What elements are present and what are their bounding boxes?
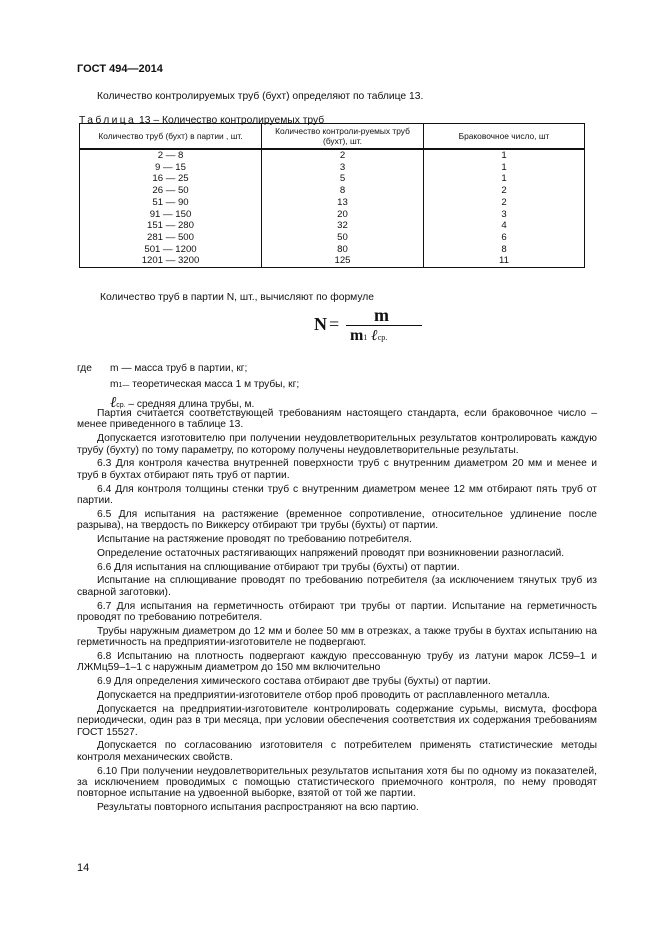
table-cell: 26 — 50	[80, 185, 262, 197]
table-cell: 8	[262, 185, 424, 197]
column-header: Количество труб (бухт) в партии , шт.	[80, 124, 262, 150]
paragraph: 6.6 Для испытания на сплющивание отбирают три трубы (бухты) от партии.	[97, 561, 460, 573]
table-cell: 1	[424, 162, 585, 174]
table-body	[80, 149, 585, 268]
table-13	[79, 123, 585, 268]
where-item-ell: ℓ	[110, 395, 117, 411]
table-cell: 4	[424, 220, 585, 232]
table-cell: 2	[424, 185, 585, 197]
where-item-ell-sub: ср.	[116, 402, 126, 409]
paragraph: Испытание на сплющивание проводят по требованию потребителя (за исключением тянутых труб из сварной заготовки).	[77, 575, 597, 598]
column-header: Браковочное число, шт	[424, 124, 585, 150]
table-cell: 281 — 500	[80, 232, 262, 244]
table-row	[80, 255, 585, 267]
table-row	[80, 162, 585, 174]
where-item-mass: m — масса труб в партии, кг;	[110, 363, 248, 374]
table-cell: 1201 — 3200	[80, 255, 262, 267]
paragraph: Допускается изготовителю при получении неудовлетворительных результатов контролировать каждую трубу (бухту) по тому параметру, по которому получены неудовлетворительные результаты.	[77, 433, 597, 456]
table-cell: 50	[262, 232, 424, 244]
where-item-ell-text: – средняя длина трубы, м.	[125, 399, 255, 410]
document-header: ГОСТ 494—2014	[77, 63, 163, 75]
table-cell: 16 — 25	[80, 173, 262, 185]
where-item-theoretical-mass	[110, 379, 299, 390]
column-header: Количество контроли-руемых труб (бухт), шт.	[262, 124, 424, 150]
table-caption-lead: Таблица	[79, 115, 137, 126]
table-caption-rest: 13 – Количество контролируемых труб	[136, 115, 325, 126]
paragraph: 6.9 Для определения химического состава отбирают две трубы (бухты) от партии.	[97, 676, 491, 688]
table-row	[80, 173, 585, 185]
table-header-row	[80, 124, 585, 150]
paragraph: 6.7 Для испытания на герметичность отбирают три трубы от партии. Испытание на герметичность проводят по требованию потребителя.	[77, 600, 597, 624]
paragraph: Допускается по согласованию изготовителя с потребителем применять статистические методы контроля механических свойств.	[77, 740, 597, 763]
table-row	[80, 185, 585, 197]
formula	[314, 306, 424, 346]
page-number: 14	[77, 862, 90, 874]
table-row	[80, 149, 585, 162]
table-cell: 91 — 150	[80, 209, 262, 221]
where-label: где	[77, 363, 92, 374]
denominator-sub2: ср.	[377, 333, 388, 342]
table-cell: 5	[262, 173, 424, 185]
intro-text: Количество контролируемых труб (бухт) определяют по таблице 13.	[97, 91, 424, 102]
table-row	[80, 232, 585, 244]
paragraph: Испытание на растяжение проводят по требованию потребителя.	[97, 534, 412, 546]
denominator-sub1: 1	[363, 333, 368, 342]
paragraph: 6.5 Для испытания на растяжение (временное сопротивление, относительное удлинение после разрыва), на твердость по Виккерсу отбирают три трубы (бухты) от партии.	[77, 508, 597, 532]
table-cell: 2	[424, 197, 585, 209]
table-cell: 6	[424, 232, 585, 244]
table-cell: 32	[262, 220, 424, 232]
table-cell: 3	[262, 162, 424, 174]
table-cell: 8	[424, 244, 585, 256]
table-cell: 20	[262, 209, 424, 221]
paragraph: Определение остаточных растягивающих напряжений проводят при возникновении разногласий.	[97, 547, 565, 559]
table-row	[80, 244, 585, 256]
paragraph: 6.10 При получении неудовлетворительных результатов испытания хотя бы по одному из показателей, за исключением проводимых с помощью статистического приемочного контроля, по нему проводят повторное испытание на удвоенной выборке, взятой от той же партии.	[77, 765, 597, 800]
table-cell: 1	[424, 173, 585, 185]
formula-lhs: N	[314, 314, 327, 334]
where-item-m-sub: 1—	[118, 382, 130, 389]
formula-denominator	[350, 327, 387, 345]
denominator-m: m	[350, 327, 364, 344]
table-cell: 125	[262, 255, 424, 267]
table-cell: 13	[262, 197, 424, 209]
formula-equals: =	[329, 314, 340, 334]
table-cell: 2 — 8	[80, 149, 262, 162]
denominator-ell: ℓ	[371, 328, 378, 344]
paragraph: Партия считается соответствующей требованиям настоящего стандарта, если браковочное число – менее приведенного в таблице 13.	[77, 408, 597, 431]
fraction-bar	[346, 325, 422, 326]
paragraph: 6.4 Для контроля толщины стенки труб с внутренним диаметром менее 12 мм отбирают пять труб от партии.	[77, 483, 597, 507]
body-text	[77, 408, 597, 816]
table-cell: 501 — 1200	[80, 244, 262, 256]
table-cell: 9 — 15	[80, 162, 262, 174]
table-row	[80, 209, 585, 221]
table-cell: 3	[424, 209, 585, 221]
table-cell: 1	[424, 149, 585, 162]
table-cell: 11	[424, 255, 585, 267]
paragraph: Результаты повторного испытания распространяют на всю партию.	[97, 802, 419, 814]
table-row	[80, 220, 585, 232]
table-cell: 151 — 280	[80, 220, 262, 232]
paragraph: 6.8 Испытанию на плотность подвергают каждую прессованную трубу из латуни марок ЛС59–1 и ЛЖМц59–1–1 с наружным диаметром до 150 мм включительно	[77, 651, 597, 674]
table-cell: 51 — 90	[80, 197, 262, 209]
table-row	[80, 197, 585, 209]
where-item-m: m	[110, 379, 119, 390]
formula-intro: Количество труб в партии N, шт., вычисляют по формуле	[100, 292, 375, 303]
paragraph: Допускается на предприятии-изготовителе контролировать содержание сурьмы, висмута, фосфора периодически, один раз в три месяца, при условии обеспечения соответствия их содержания требованиям ГОСТ 15527.	[77, 703, 597, 738]
paragraph: 6.3 Для контроля качества внутренней поверхности труб с внутренним диаметром 20 мм и менее и труб в бухтах отбирают пять труб от партии.	[77, 458, 597, 481]
where-item-m-text: теоретическая масса 1 м трубы, кг;	[129, 379, 300, 390]
paragraph: Трубы наружным диаметром до 12 мм и более 50 мм в отрезках, а также трубы в бухтах испытанию на герметичность на предприятии-изготовителе не подвергают.	[77, 625, 597, 649]
formula-numerator: m	[374, 305, 389, 325]
table-cell: 80	[262, 244, 424, 256]
table-cell: 2	[262, 149, 424, 162]
paragraph: Допускается на предприятии-изготовителе отбор проб проводить от расплавленного металла.	[97, 690, 550, 702]
